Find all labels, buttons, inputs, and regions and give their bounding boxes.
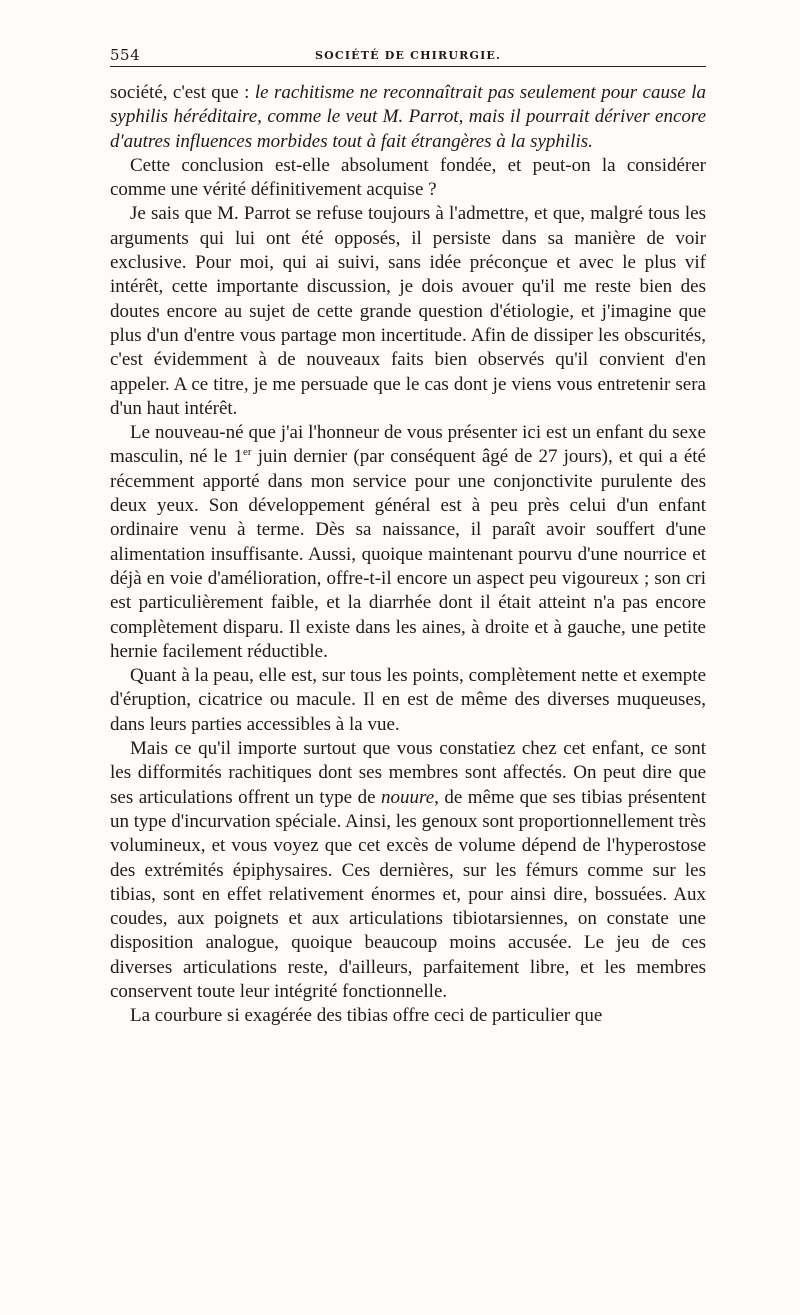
header-title: SOCIÉTÉ DE CHIRURGIE.	[314, 49, 502, 62]
paragraph: La courbure si exagérée des tibias offre ceci de particulier que	[130, 1005, 603, 1027]
paragraph: Je sais que M. Parrot se refuse toujours à l'admettre, et que, malgré tous les arguments qui lui ont été opposés, il persiste dans sa manière de voir exclusive. Pour moi, qui ai suivi, sans idée préconçue et avec le plus vif intérêt, cette importante discussion, je dois avouer qu'il me reste bien des doutes encore au sujet de cette grande question d'étiologie, et j'imagine que plus d'un d'entre vous partage mon incertitude. Afin de dissiper les obscurités, c'est évidemment à de nouveaux faits bien observés qu'il convient d'en appeler. A ce titre, je me persuade que le cas dont je viens vous entretenir sera d'un haut intérêt.	[110, 203, 706, 419]
paragraph-text: société, c'est que :	[110, 82, 255, 103]
running-header	[110, 40, 706, 67]
document-page	[110, 40, 706, 1029]
paragraph: Cette conclusion est-elle absolument fondée, et peut-on la considérer comme une vérité définitivement acquise ?	[110, 154, 706, 201]
paragraph-continuation	[110, 81, 706, 154]
body-text	[110, 81, 706, 1029]
paragraph: Quant à la peau, elle est, sur tous les points, complètement nette et exempte d'éruption, cicatrice ou macule. Il en est de même des diverses muqueuses, dans leurs parties accessibles à la vue.	[110, 665, 706, 735]
paragraph-text: Mais ce qu'il importe surtout que vous constatiez chez cet enfant, ce sont les difformités rachitiques dont ses membres sont affectés. On peut dire que ses articulations offrent un type de	[110, 738, 706, 808]
paragraph	[110, 421, 706, 664]
paragraph-text: juin dernier (par conséquent âgé de 27 jours), et qui a été récemment apporté dans mon service pour une conjonctivite purulente des deux yeux. Son développement général est à peu près celui d'un enfant ordinaire venu à terme. Dès sa naissance, il paraît avoir souffert d'une alimentation insuffisante. Aussi, quoique maintenant pourvu d'une nourrice et déjà en voie d'amélioration, offre-t-il encore un aspect peu vigoureux ; son cri est particulièrement faible, et la diarrhée dont il était atteint n'a pas encore complètement disparu. Il existe dans les aines, à droite et à gauche, une petite hernie facilement réductible.	[110, 446, 706, 662]
italic-conclusion: le rachitisme ne reconnaîtrait pas seulement pour cause la syphilis héréditaire, comme le veut M. Parrot, mais il pourrait dériver encore d'autres influences morbides tout à fait étrangères à la syphilis.	[110, 82, 706, 152]
paragraph	[110, 737, 706, 1004]
paragraph-text: , de même que ses tibias présentent un type d'incurvation spéciale. Ainsi, les genoux sont proportionnellement très volumineux, et vous voyez que cet excès de volume dépend de l'hyperostose des extrémités épiphysaires. Ces dernières, sur les fémurs comme sur les tibias, sont en effet relativement énormes et, pour ainsi dire, bossuées. Aux coudes, aux poignets et aux articulations tibiotarsiennes, on constate une disposition analogue, quoique beaucoup moins accusée. Le jeu de ces diverses articulations reste, d'ailleurs, parfaitement libre, et les membres conservent toute leur intégrité fonctionnelle.	[110, 786, 706, 1002]
paragraph-text: Le nouveau-né que j'ai l'honneur de vous présenter ici est un enfant du sexe masculin, né le 1	[110, 422, 706, 468]
page-number: 554	[110, 46, 141, 64]
superscript: er	[243, 446, 252, 459]
italic-term: nouure	[381, 786, 435, 808]
